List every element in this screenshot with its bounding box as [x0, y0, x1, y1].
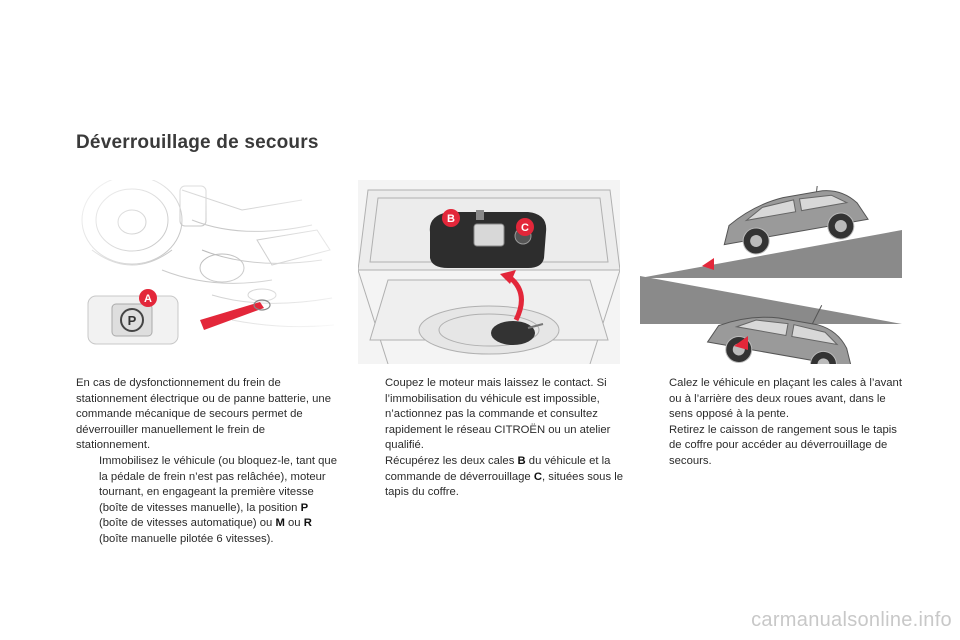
column-3	[646, 376, 908, 470]
bullet-text: du véhicule et la commande de déverrouillage	[385, 454, 611, 483]
bullet-text: , situées sous le tapis du coffre.	[385, 470, 624, 499]
bullet-retrieve-chocks	[362, 454, 624, 501]
wheel-chock-illustration	[640, 186, 902, 364]
bullet-text: Récupérez les deux cales	[385, 454, 518, 467]
bold-m: M	[275, 517, 285, 530]
page-title: Déverrouillage de secours	[76, 132, 319, 153]
bold-c: C	[533, 470, 543, 483]
column-2	[362, 376, 624, 501]
bullet-text: (boîte manuelle pilotée 6 vitesses).	[99, 532, 274, 545]
column-1	[76, 376, 340, 548]
watermark: carmanualsonline.info	[751, 609, 952, 631]
parking-brake-illustration	[72, 180, 338, 358]
bullet-place-chocks	[646, 376, 908, 423]
label-b-icon: B	[447, 213, 455, 225]
bold-b: B	[517, 454, 526, 467]
svg-text:P: P	[127, 313, 137, 328]
label-a-icon: A	[144, 293, 152, 305]
bullet-text: ou	[284, 517, 304, 530]
intro-paragraph: En cas de dysfonctionnement du frein de stationnement électrique ou de panne batterie, une commande mécanique de secours permet de déverrouiller manuellement le frein de stationnement.	[76, 377, 331, 452]
bullet-text: (boîte de vitesses automatique) ou	[99, 517, 276, 530]
bullet-immobilize	[76, 454, 340, 548]
label-c-icon: C	[521, 222, 529, 234]
bullet-text: Retirez le caisson de rangement sous le tapis de coffre pour accéder au déverrouillage de secours.	[669, 423, 897, 467]
bullet-text: Coupez le moteur mais laissez le contact. Si l’immobilisation du véhicule est impossible, n’actionnez pas la commande et consultez rapidement le réseau CITROËN ou un atelier qualifié.	[385, 377, 611, 452]
bold-r: R	[303, 517, 312, 530]
trunk-illustration	[358, 180, 620, 364]
bullet-remove-storage	[646, 423, 908, 470]
bullet-text: Calez le véhicule en plaçant les cales à l’avant ou à l’arrière des deux roues avant, dans le sens opposé à la pente.	[669, 377, 902, 421]
bullet-text: Immobilisez le véhicule (ou bloquez-le, tant que la pédale de frein n’est pas relâchée), moteur tournant, en engageant la première vitesse (boîte de vitesses manuelle), la position	[99, 454, 337, 514]
bullet-engine-off	[362, 376, 624, 454]
bold-p: P	[300, 501, 309, 514]
